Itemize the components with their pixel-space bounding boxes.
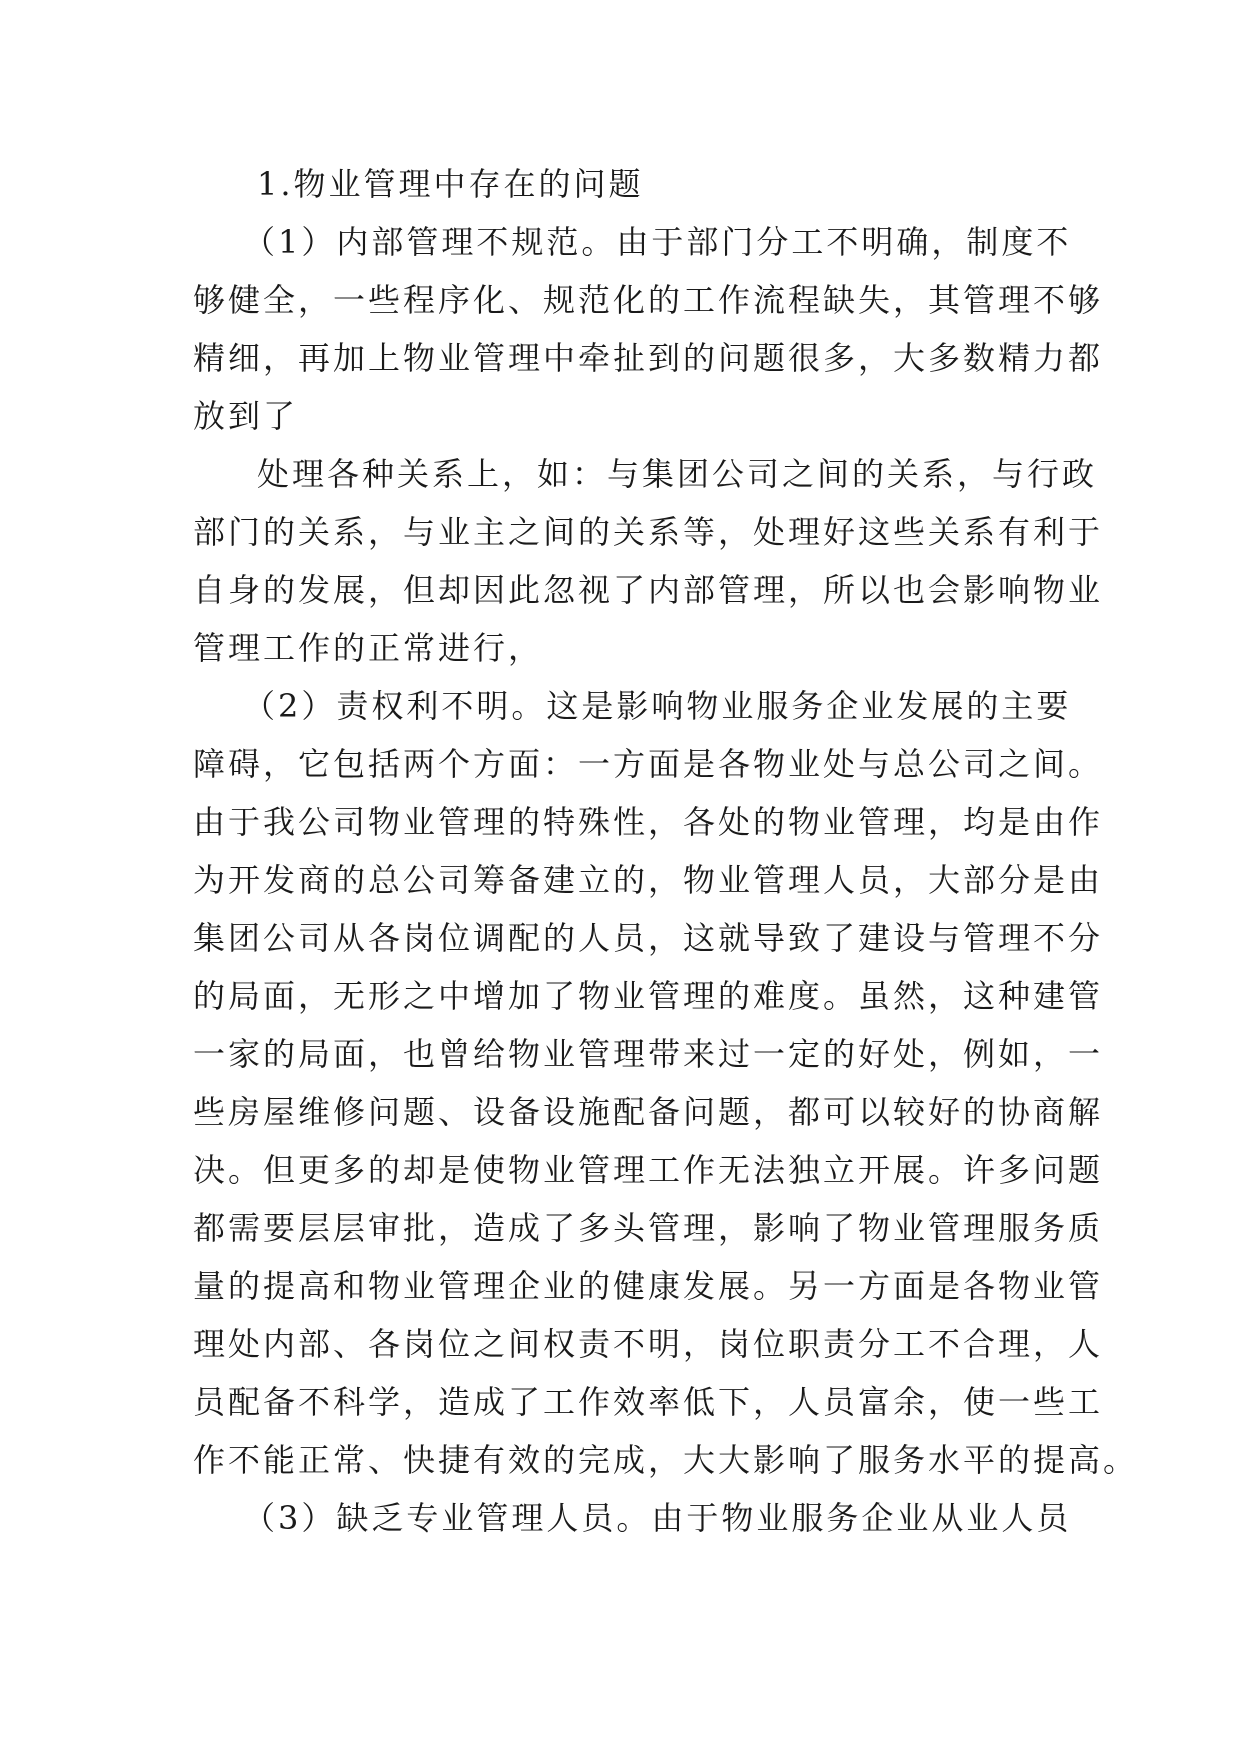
paragraph-line: 精细，再加上物业管理中牵扯到的问题很多，大多数精力都 — [193, 339, 1104, 377]
paragraph-line: 部门的关系，与业主之间的关系等，处理好这些关系有利于 — [193, 513, 1104, 551]
paragraph-line: 处理各种关系上，如：与集团公司之间的关系，与行政 — [257, 455, 1098, 493]
paragraph-line: 理处内部、各岗位之间权责不明，岗位职责分工不合理，人 — [193, 1325, 1104, 1363]
paragraph-line: （3）缺乏专业管理人员。由于物业服务企业从业人员 — [243, 1499, 1072, 1537]
paragraph-line: （1）内部管理不规范。由于部门分工不明确，制度不 — [243, 223, 1072, 261]
paragraph-line: 由于我公司物业管理的特殊性，各处的物业管理，均是由作 — [193, 803, 1104, 841]
paragraph-line: 的局面，无形之中增加了物业管理的难度。虽然，这种建管 — [193, 977, 1104, 1015]
paragraph-line: 些房屋维修问题、设备设施配备问题，都可以较好的协商解 — [193, 1093, 1104, 1131]
paragraph-line: 障碍，它包括两个方面：一方面是各物业处与总公司之间。 — [193, 745, 1104, 783]
paragraph-line: 一家的局面，也曾给物业管理带来过一定的好处，例如，一 — [193, 1035, 1104, 1073]
paragraph-line: 作不能正常、快捷有效的完成，大大影响了服务水平的提高。 — [193, 1441, 1139, 1479]
paragraph-line: 员配备不科学，造成了工作效率低下，人员富余，使一些工 — [193, 1383, 1104, 1421]
document-body — [193, 155, 1139, 1547]
section-heading: 1.物业管理中存在的问题 — [257, 165, 644, 203]
paragraph-line: 放到了 — [193, 397, 299, 435]
paragraph-line: 量的提高和物业管理企业的健康发展。另一方面是各物业管 — [193, 1267, 1104, 1305]
paragraph-line: 集团公司从各岗位调配的人员，这就导致了建设与管理不分 — [193, 919, 1104, 957]
paragraph-line: 管理工作的正常进行， — [193, 629, 544, 667]
paragraph-line: （2）责权利不明。这是影响物业服务企业发展的主要 — [243, 687, 1072, 725]
paragraph-line: 够健全，一些程序化、规范化的工作流程缺失，其管理不够 — [193, 281, 1104, 319]
paragraph-line: 都需要层层审批，造成了多头管理，影响了物业管理服务质 — [193, 1209, 1104, 1247]
paragraph-line: 决。但更多的却是使物业管理工作无法独立开展。许多问题 — [193, 1151, 1104, 1189]
paragraph-line: 为开发商的总公司筹备建立的，物业管理人员，大部分是由 — [193, 861, 1104, 899]
paragraph-line: 自身的发展，但却因此忽视了内部管理，所以也会影响物业 — [193, 571, 1104, 609]
